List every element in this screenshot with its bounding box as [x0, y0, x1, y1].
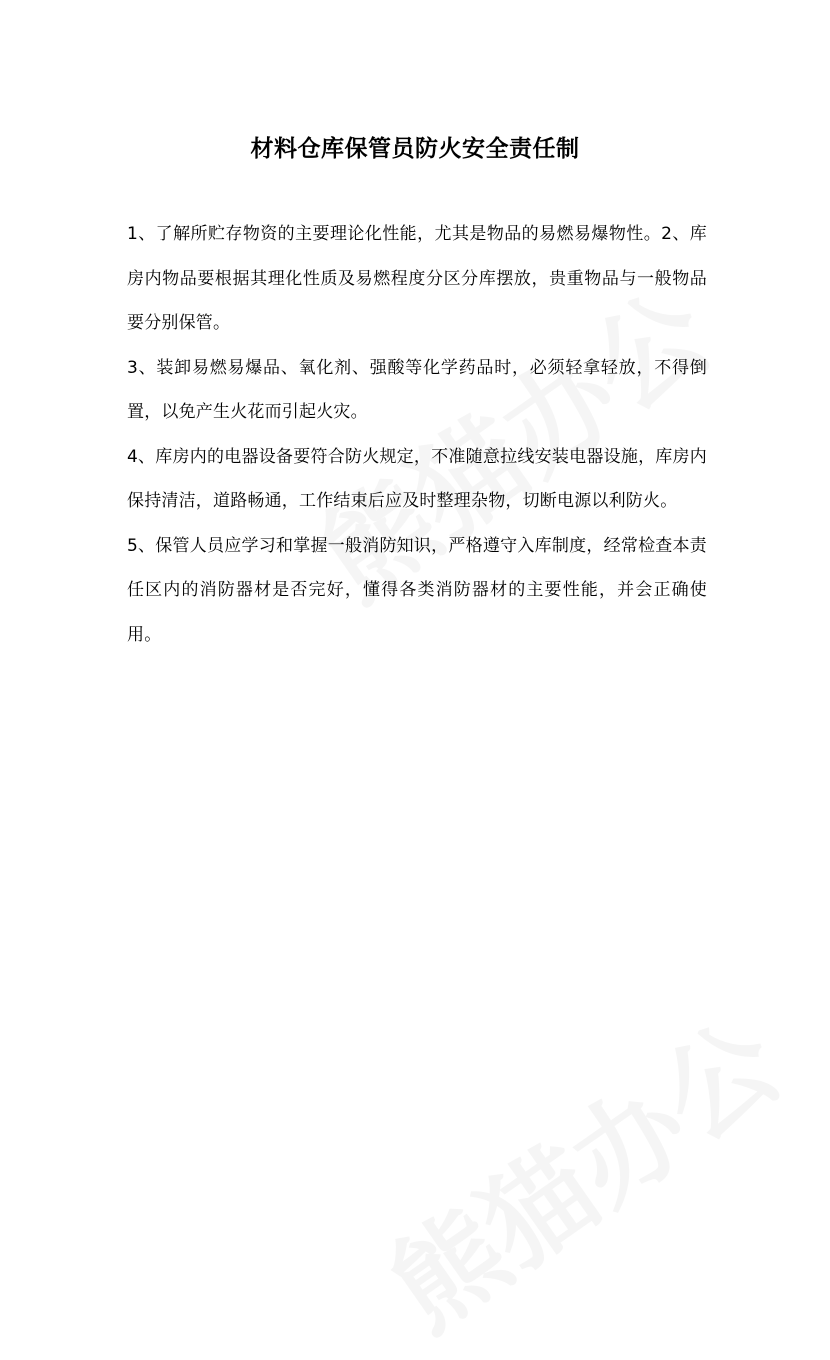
document-title: 材料仓库保管员防火安全责任制 [250, 136, 580, 163]
watermark [354, 978, 805, 1360]
paragraph-4: 5、保管人员应学习和掌握一般消防知识，严格遵守入库制度，经常检查本责任区内的消防器材是否完好，懂得各类消防器材的主要性能，并会正确使用。 [127, 535, 707, 645]
paragraph-3: 4、库房内的电器设备要符合防火规定，不准随意拉线安装电器设施，库房内保持清洁，道路畅通，工作结束后应及时整理杂物，切断电源以利防火。 [127, 446, 707, 511]
paragraph-1: 1、了解所贮存物资的主要理论化性能，尤其是物品的易燃易爆物性。2、库房内物品要根据其理化性质及易燃程度分区分库摆放，贵重物品与一般物品要分别保管。 [127, 224, 707, 333]
document-body [127, 212, 707, 657]
paragraph-2: 3、装卸易燃易爆品、氧化剂、强酸等化学药品时，必须轻拿轻放，不得倒置，以免产生火花而引起火灾。 [127, 357, 707, 422]
